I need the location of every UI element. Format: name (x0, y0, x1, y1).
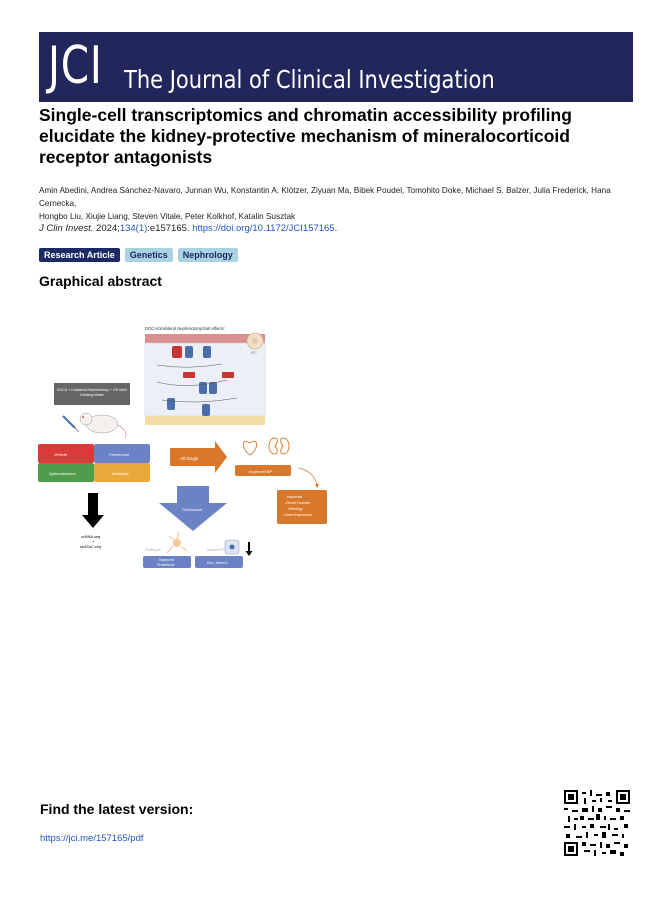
authors-line-1: Amin Abedini, Andrea Sánchez-Navaro, Junnan Wu, Konstantin A. Klötzer, Ziyuan Ma, Bibek Poudel, Tomohito Doke, Michael S. Balzer, Julia Frederick, Hana Cernecka, (39, 186, 611, 208)
doi-link[interactable]: https://doi.org/10.1172/JCI157165 (192, 223, 335, 234)
decrease-arrow-icon (246, 542, 253, 556)
citation-year: 2024; (93, 223, 120, 234)
improved-outcome-0: Improved (287, 495, 302, 499)
tag-research-article[interactable]: Research Article (39, 248, 120, 262)
citation-article-id: :e157165. (147, 223, 193, 234)
group-amiloride-label: Amiloride (112, 471, 129, 476)
improved-proteinuria-1: Improved (159, 558, 174, 562)
ipc-label: IPC (251, 351, 257, 355)
citation (39, 223, 337, 234)
ipc-nucleus-icon (252, 338, 258, 344)
journal-name: The Journal of Clinical Investigation (124, 65, 495, 94)
latest-version-heading: Find the latest version: (40, 801, 194, 817)
article-title: Single-cell transcriptomics and chromatin accessibility profiling elucidate the kidney-protective mechanism of mineralocorticoid receptor antagonists (39, 105, 572, 167)
group-spironolactone-label: Spironolactone (49, 471, 76, 476)
finerenone-arrow-label: Finerenone (182, 507, 203, 512)
seq-label-2: + (92, 540, 95, 544)
seq-label-1: scRNA-seq (81, 535, 101, 539)
seq-label-3: snATAC-seq (80, 545, 101, 549)
model-box-text-wrap (55, 384, 129, 404)
improved-arrow (299, 468, 317, 486)
mechanism-label: DOCA/Unilateral Nephrectomy/Salt effects: (145, 326, 226, 331)
all-drugs-label: All Drugs (180, 456, 199, 461)
latest-version-link[interactable]: https://jci.me/157165/pdf (40, 833, 144, 844)
graphical-abstract-figure (37, 320, 337, 580)
citation-journal: J Clin Invest. (39, 223, 94, 234)
podocyte-label: Podocyte (145, 548, 161, 552)
mouse-icon (80, 413, 126, 438)
improved-proteinuria-2: Proteinuria (157, 563, 175, 567)
jci-logo: JCI (48, 36, 103, 96)
improved-arrow-head (315, 484, 319, 488)
improved-bp-label: Improved BP (249, 469, 273, 474)
tag-genetics[interactable]: Genetics (125, 248, 173, 262)
tag-nephrology[interactable]: Nephrology (178, 248, 238, 262)
podocyte-icon (167, 532, 187, 553)
qr-code (564, 790, 630, 856)
graphical-abstract-heading: Graphical abstract (39, 273, 162, 289)
heart-icon (243, 441, 257, 455)
journal-banner (39, 32, 633, 102)
citation-end: . (334, 223, 338, 234)
group-vehicle-label: Vehicle (54, 452, 67, 457)
pt-marker-label: Kim, Havcr1 (207, 561, 228, 565)
volume-link[interactable]: 134(1) (119, 223, 148, 234)
injured-pt-label: Injured PT (207, 548, 225, 552)
all-drugs-arrow (170, 441, 227, 473)
improved-outcome-2: -Histology (287, 507, 303, 511)
injured-pt-icon (225, 540, 239, 554)
improved-outcome-1: -Renal Function (285, 501, 311, 505)
kidney-icon (269, 438, 289, 454)
mechanism-bottom-band (145, 416, 265, 425)
group-finerenone-label: Finerenone (109, 452, 130, 457)
syringe-icon (63, 416, 79, 432)
sequencing-arrow-icon (82, 493, 104, 528)
model-box-text: DOCA + Unilateral Nephrectomy + 1% NaCl Drinking Water (56, 388, 128, 397)
improved-outcome-3: -Gene Expression (283, 513, 312, 517)
authors-line-2: Hongbo Liu, Xiujie Liang, Steven Vitale, Peter Kolkhof, Katalin Susztak (39, 212, 296, 221)
author-list (39, 184, 639, 223)
tag-list (39, 248, 238, 262)
